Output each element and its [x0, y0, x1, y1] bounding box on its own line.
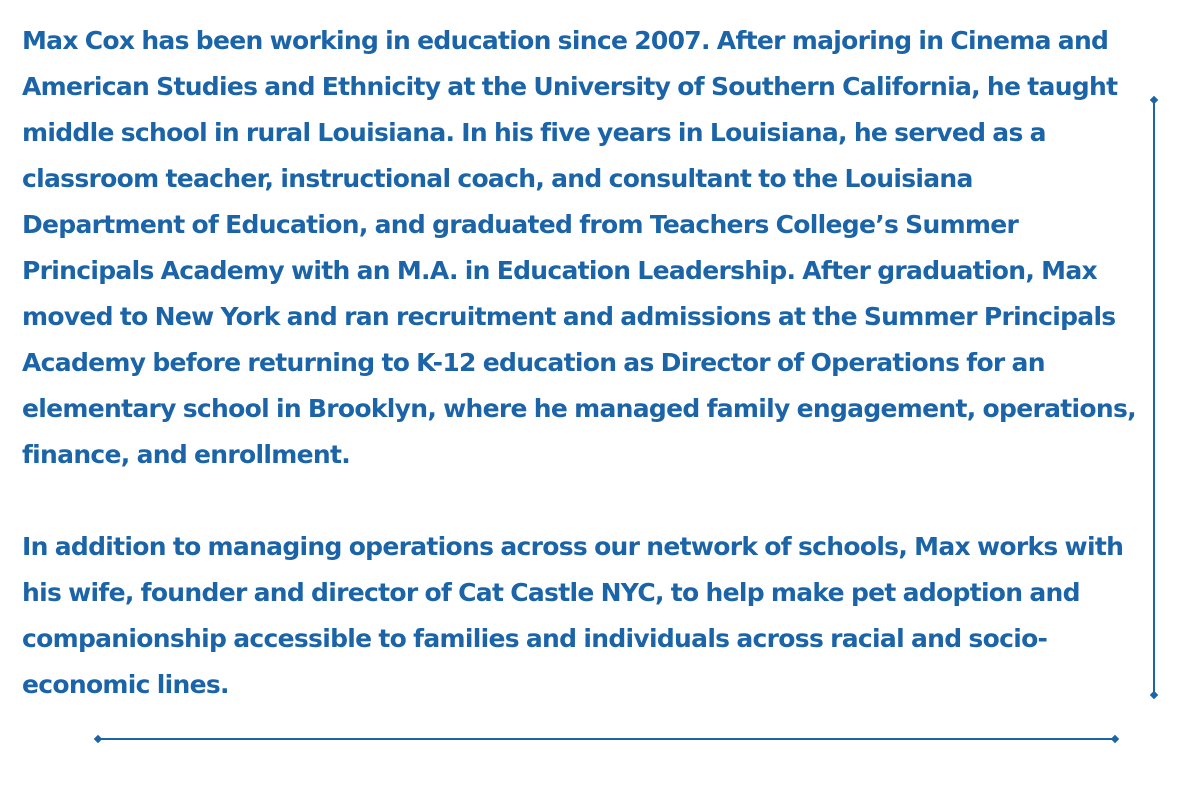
- horizontal-divider: [98, 738, 1116, 740]
- bio-paragraph-1: Max Cox has been working in education since 2007. After majoring in Cinema and American Studies and Ethnicity at the University of Southern California, he taught middle school in rural Louisiana. In his five years in Louisiana, he served as a classroom teacher, instructional coach, and consultant to the Louisiana Department of Education, and graduated from Teachers College’s Summer Principals Academy with an M.A. in Education Leadership. After graduation, Max moved to New York and ran recruitment and admissions at the Summer Principals Academy before returning to K-12 education as Director of Operations for an elementary school in Brooklyn, where he managed family engagement, operations, finance, and enrollment.: [22, 26, 1136, 469]
- horizontal-divider-left-cap: [94, 735, 102, 743]
- vertical-divider-bottom-cap: [1150, 691, 1158, 699]
- horizontal-divider-right-cap: [1111, 735, 1119, 743]
- vertical-divider-top-cap: [1150, 96, 1158, 104]
- bio-text-block: [22, 18, 1142, 708]
- vertical-divider: [1153, 100, 1155, 696]
- bio-paragraph-2: In addition to managing operations across our network of schools, Max works with his wife, founder and director of Cat Castle NYC, to help make pet adoption and companionship accessible to families and individuals across racial and socio-economic lines.: [22, 532, 1124, 699]
